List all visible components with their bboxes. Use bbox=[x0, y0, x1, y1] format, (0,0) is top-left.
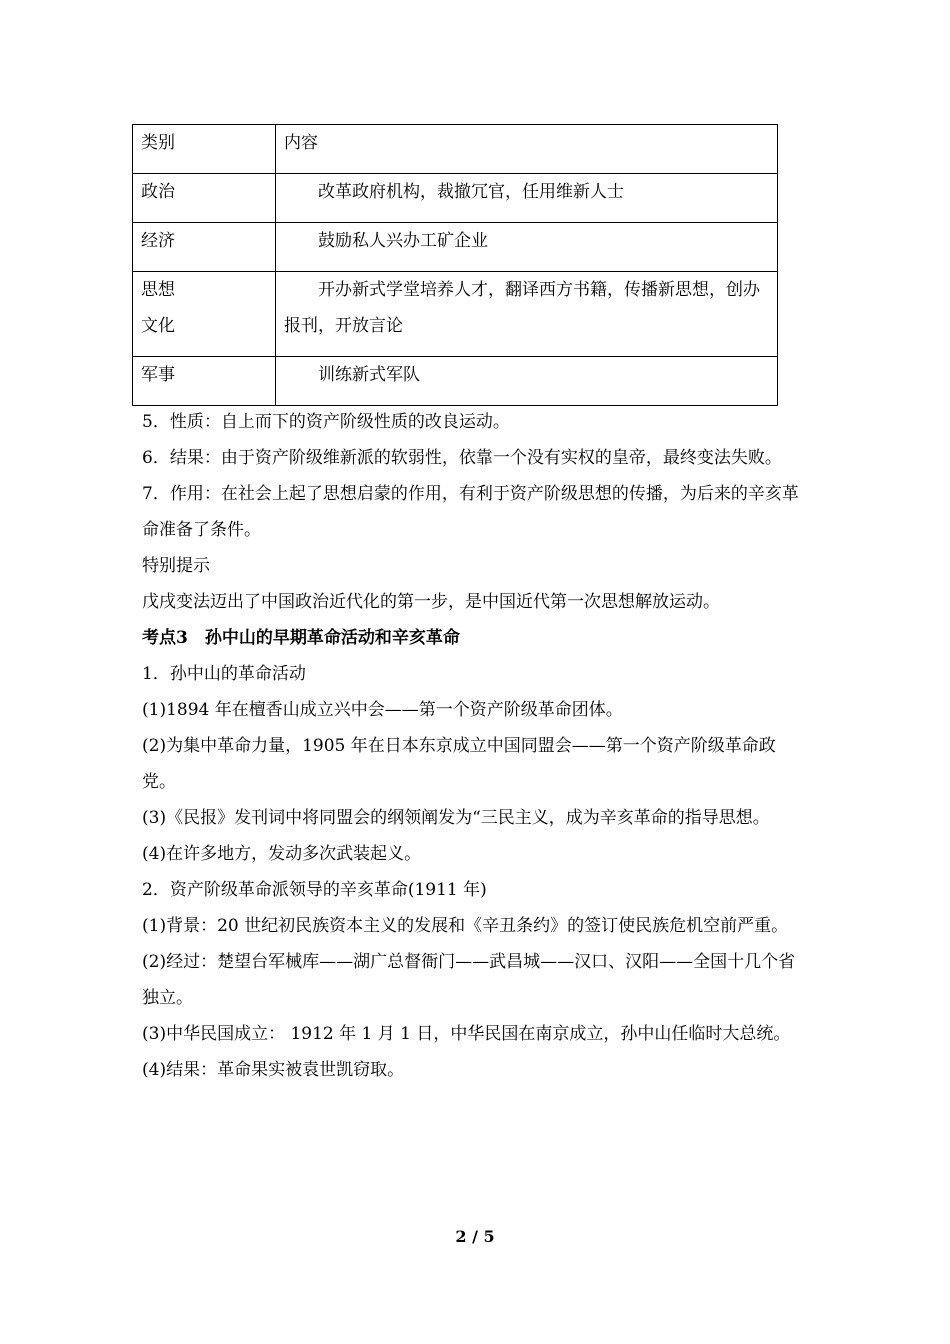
table-header-row bbox=[133, 125, 778, 174]
table-cell-category: 政治 bbox=[133, 174, 276, 223]
list-item: (3)《民报》发刊词中将同盟会的纲领阐发为“三民主义，成为辛亥革命的指导思想。 bbox=[142, 808, 770, 828]
table-header-category: 类别 bbox=[133, 125, 276, 174]
tip-text: 戊戌变法迈出了中国政治近代化的第一步，是中国近代第一次思想解放运动。 bbox=[142, 592, 720, 612]
category-line: 文化 bbox=[141, 316, 175, 336]
table-cell-category: 经济 bbox=[133, 223, 276, 272]
table-header-content: 内容 bbox=[276, 125, 778, 174]
table-cell-category bbox=[133, 272, 276, 357]
list-item: (4)结果：革命果实被袁世凯窃取。 bbox=[142, 1060, 405, 1080]
category-line: 思想 bbox=[141, 280, 175, 300]
subsection-title: 1．孙中山的革命活动 bbox=[142, 664, 306, 684]
table-cell-content: 开办新式学堂培养人才，翻译西方书籍，传播新思想，创办报刊，开放言论 bbox=[276, 272, 778, 357]
paragraph-result: 6．结果：由于资产阶级维新派的软弱性，依靠一个没有实权的皇帝，最终变法失败。 bbox=[142, 448, 782, 468]
table-cell-content: 改革政府机构，裁撤冗官，任用维新人士 bbox=[276, 174, 778, 223]
document-body bbox=[142, 404, 807, 1088]
subsection-title: 2．资产阶级革命派领导的辛亥革命(1911 年) bbox=[142, 880, 487, 900]
table-row bbox=[133, 272, 778, 357]
reform-content-table bbox=[132, 124, 778, 406]
list-item: (4)在许多地方，发动多次武装起义。 bbox=[142, 844, 422, 864]
list-item: (2)为集中革命力量，1905 年在日本东京成立中国同盟会——第一个资产阶级革命政党。 bbox=[142, 736, 776, 792]
list-item: (1)1894 年在檀香山成立兴中会——第一个资产阶级革命团体。 bbox=[142, 700, 623, 720]
list-item: (2)经过：楚望台军械库——湖广总督衙门——武昌城——汉口、汉阳——全国十几个省独立。 bbox=[142, 952, 796, 1008]
section-heading: 考点3 孙中山的早期革命活动和辛亥革命 bbox=[142, 628, 460, 648]
list-item: (1)背景：20 世纪初民族资本主义的发展和《辛丑条约》的签订使民族危机空前严重。 bbox=[142, 916, 789, 936]
list-item: (3)中华民国成立： 1912 年 1 月 1 日，中华民国在南京成立，孙中山任临时大总统。 bbox=[142, 1024, 791, 1044]
paragraph-nature: 5．性质：自上而下的资产阶级性质的改良运动。 bbox=[142, 412, 510, 432]
table-cell-content: 鼓励私人兴办工矿企业 bbox=[276, 223, 778, 272]
table-cell-category: 军事 bbox=[133, 357, 276, 406]
table-row bbox=[133, 174, 778, 223]
table-row bbox=[133, 357, 778, 406]
page-number: 2 / 5 bbox=[455, 1227, 495, 1246]
table-row bbox=[133, 223, 778, 272]
table-cell-content: 训练新式军队 bbox=[276, 357, 778, 406]
paragraph-effect: 7．作用：在社会上起了思想启蒙的作用，有利于资产阶级思想的传播，为后来的辛亥革命准备了条件。 bbox=[142, 484, 799, 540]
tip-title: 特别提示 bbox=[142, 556, 210, 576]
